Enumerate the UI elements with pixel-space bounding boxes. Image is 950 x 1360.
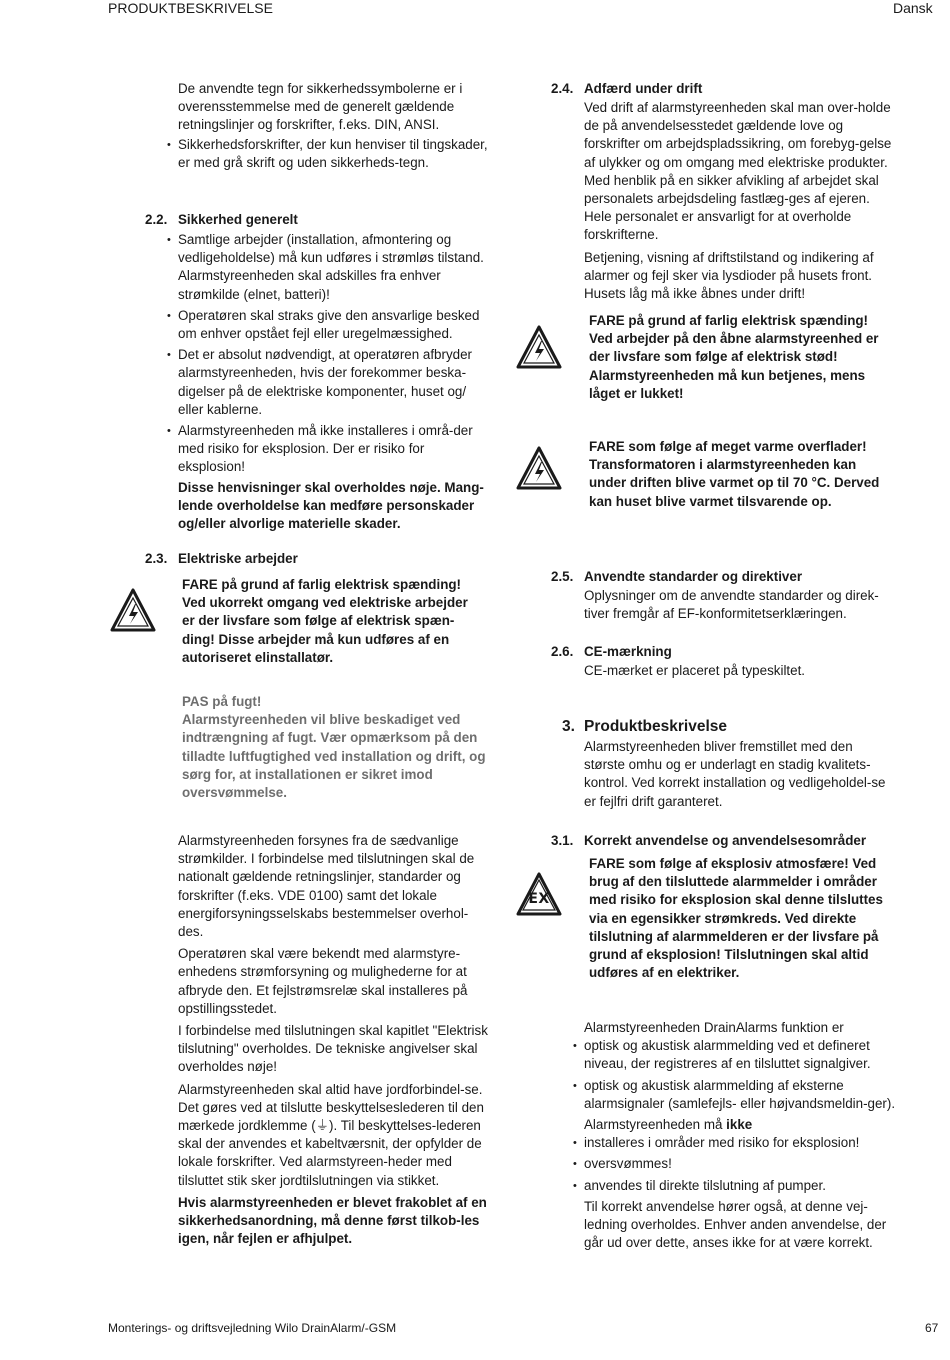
- running-header-language: Dansk: [893, 0, 933, 16]
- paragraph: Alarmstyreenheden forsynes fra de sædvanlige strømkilder. I forbindelse med tilslutningen skal de nationalt gældende retningslinjer, standarder og forskrifter (f.eks. VDE 0100) samt det lokale energiforsyningsselskabs bestemmelser overhol-des.: [178, 833, 475, 940]
- list-item: • Det er absolut nødvendigt, at operatøren afbryder alarmstyreenheden, hvis der forekommer beska-digelser på de elektriske komponenter, huset og/ eller kablerne.: [178, 346, 490, 419]
- section-2-2-title: Sikkerhed generelt: [178, 212, 298, 227]
- power-supply-body: [178, 832, 490, 1248]
- electrical-warning-text: FARE på grund af farlig elektrisk spænding! Ved ukorrekt omgang ved elektriske arbejder er der livsfare som følge af elektrisk spæn-ding! Disse arbejder må kun udføres af en autoriseret elinstallatør.: [182, 577, 468, 665]
- section-2-3-title: Elektriske arbejder: [178, 551, 298, 566]
- chapter-3-text: Alarmstyreenheden bliver fremstillet med den største omhu og er underlagt en stadig kvalitets-kontrol. Ved korrekt installation og vedligeholdel-se er fejlfri drift garanteret.: [584, 739, 886, 809]
- list-item: • Samtlige arbejder (installation, afmontering og vedligeholdelse) må kun udføres i strømløs tilstand. Alarmstyreenheden skal adskilles fra enhver strømkilde (elnet, batteri)!: [178, 231, 490, 304]
- caution-text: Alarmstyreenheden vil blive beskadiget ved indtrængning af fugt. Vær opmærksom på den tilladte luftfugtighed ved installation og drift, og sørg for, at installationen er sikret imod oversvømmelse.: [182, 712, 486, 801]
- section-2-4-number: 2.4.: [551, 81, 574, 96]
- restriction-intro: [584, 1116, 896, 1134]
- section-2-5-title: Anvendte standarder og direktiver: [584, 569, 803, 584]
- chapter-3-number: 3.: [562, 718, 575, 735]
- footer-document-title: Monterings- og driftsvejledning Wilo DrainAlarm/-GSM: [108, 1321, 397, 1335]
- chapter-3-title: Produktbeskrivelse: [584, 718, 728, 735]
- running-header-section: PRODUKTBESKRIVELSE: [108, 0, 273, 16]
- electrical-hazard-icon: [110, 588, 156, 632]
- list-item: • Alarmstyreenheden må ikke installeres i områ-der med risiko for eksplosion. Der er risiko for eksplosion!: [178, 422, 490, 477]
- function-intro: Alarmstyreenheden DrainAlarms funktion er: [584, 1020, 844, 1035]
- section-2-6-number: 2.6.: [551, 644, 574, 659]
- intro-block: [178, 80, 490, 175]
- section-2-5-number: 2.5.: [551, 569, 574, 584]
- hot-surface-warning-text: FARE som følge af meget varme overflader! Transformatoren i alarmstyreenheden kan under driften blive varmet op til 70 °C. Derved kan huset blive varmet tilsvarende op.: [589, 439, 880, 509]
- list-item: • optisk og akustisk alarmmelding af eksterne alarmsignaler (samlefejls- eller højvandsmeldin-ger).: [584, 1077, 896, 1113]
- electrical-hazard-icon: [516, 325, 562, 369]
- intro-bullet: • Sikkerhedsforskrifter, der kun henviser til tingskader, er med grå skrift og uden sikkerheds-tegn.: [178, 136, 490, 172]
- section-2-5-text: Oplysninger om de anvendte standarder og direk-tiver fremgår af EF-konformitetserklæringen.: [584, 588, 879, 622]
- section-2-3-number: 2.3.: [145, 551, 168, 566]
- list-item: • installeres i områder med risiko for eksplosion!: [584, 1134, 896, 1152]
- list-item: • optisk og akustisk alarmmelding ved et defineret niveau, der registreres af en tilsluttet signalgiver.: [584, 1037, 896, 1073]
- page-number: 67: [925, 1321, 939, 1335]
- usage-body: [584, 1019, 896, 1252]
- section-2-2-body: [178, 231, 490, 533]
- paragraph: Alarmstyreenheden skal altid have jordforbindel-se. Det gøres ved at tilslutte beskyttelseslederen til den mærkede jordklemme (⏚). Til beskyttelses-lederen skal der anvendes et kabeltværsnit, der opfylder de lokale forskrifter. Ved alarmstyreen-heder med tilsluttet stik sker jordtilslutningen via stikket.: [178, 1081, 484, 1188]
- section-2-2-bold-note: Disse henvisninger skal overholdes nøje. Mang-lende overholdelse kan medføre personskader og/eller alvorlige materielle skader.: [178, 479, 484, 532]
- electrical-warning-text: FARE på grund af farlig elektrisk spænding! Ved arbejder på den åbne alarmstyreenhed er der livsfare som følge af elektrisk stød! Alarmstyreenheden må kun betjenes, mens låget er lukket!: [589, 313, 879, 401]
- explosion-hazard-icon: [516, 872, 562, 916]
- section-3-1-number: 3.1.: [551, 833, 574, 848]
- moisture-caution: [182, 693, 487, 802]
- ex-symbol-label: EX: [528, 891, 550, 907]
- caution-title: PAS på fugt!: [182, 694, 262, 709]
- section-2-4-body: [584, 99, 896, 303]
- list-item: • oversvømmes!: [584, 1155, 896, 1173]
- list-item: • Operatøren skal straks give den ansvarlige besked om enhver opstået fejl eller uregelmæssighed.: [178, 307, 490, 343]
- restriction-intro-text: Alarmstyreenheden må: [584, 1117, 723, 1133]
- section-2-6-title: CE-mærkning: [584, 644, 672, 659]
- paragraph: Ved drift af alarmstyreenheden skal man over-holde de på anvendelsesstedet gældende love og forskrifter om arbejdspladssikring, om forebyg-gelse af ulykker og om omgang med elektriske produkter. Med henblik på en sikker afvikling af arbejdet skal personalets arbejdsdeling fastlæg-ges af ejeren. Hele personalet er ansvarligt for at overholde forskrifterne.: [584, 100, 892, 243]
- section-2-4-title: Adfærd under drift: [584, 81, 703, 96]
- list-item: • anvendes til direkte tilslutning af pumper.: [584, 1177, 896, 1195]
- paragraph: Betjening, visning af driftstilstand og indikering af alarmer og fejl sker via lysdioder på husets front. Husets låg må ikke åbnes under drift!: [584, 249, 874, 302]
- intro-paragraph: De anvendte tegn for sikkerhedssymbolerne er i overensstemmelse med de generelt gældende retningslinjer og forskrifter, f.eks. DIN, ANSI.: [178, 81, 463, 133]
- explosion-warning-text: FARE som følge af eksplosiv atmosfære! Ved brug af den tilsluttede alarmmelder i områder med risiko for eksplosion skal denne tilsluttes via en egensikker strømkreds. Ved direkte tilslutning af alarmmelderen er der livsfare på grund af eksplosion! Tilslutningen skal altid udføres af en elektriker.: [589, 856, 883, 981]
- paragraph: I forbindelse med tilslutningen skal kapitlet "Elektrisk tilslutning" overholdes. De tekniske angivelser skal overholdes nøje!: [178, 1023, 488, 1075]
- restriction-emphasis: ikke: [726, 1117, 753, 1133]
- paragraph: Operatøren skal være bekendt med alarmstyre-enhedens strømforsyning og mulighederne for at afbryde den. Et fejlstrømsrelæ skal installeres på opstillingsstedet.: [178, 946, 468, 1016]
- reset-bold-note: Hvis alarmstyreenheden er blevet frakoblet af en sikkerhedsanordning, må denne først tilkob-les igen, når fejlen er afhjulpet.: [178, 1194, 487, 1247]
- section-3-1-title: Korrekt anvendelse og anvendelsesområder: [584, 833, 867, 848]
- section-2-6-text: CE-mærket er placeret på typeskiltet.: [584, 663, 806, 678]
- section-2-2-number: 2.2.: [145, 212, 168, 227]
- electrical-hazard-icon: [516, 446, 562, 490]
- closing-paragraph: Til korrekt anvendelse hører også, at denne vej-ledning overholdes. Enhver anden anvendelse, der går ud over dette, anses ikke for at være korrekt.: [584, 1198, 887, 1251]
